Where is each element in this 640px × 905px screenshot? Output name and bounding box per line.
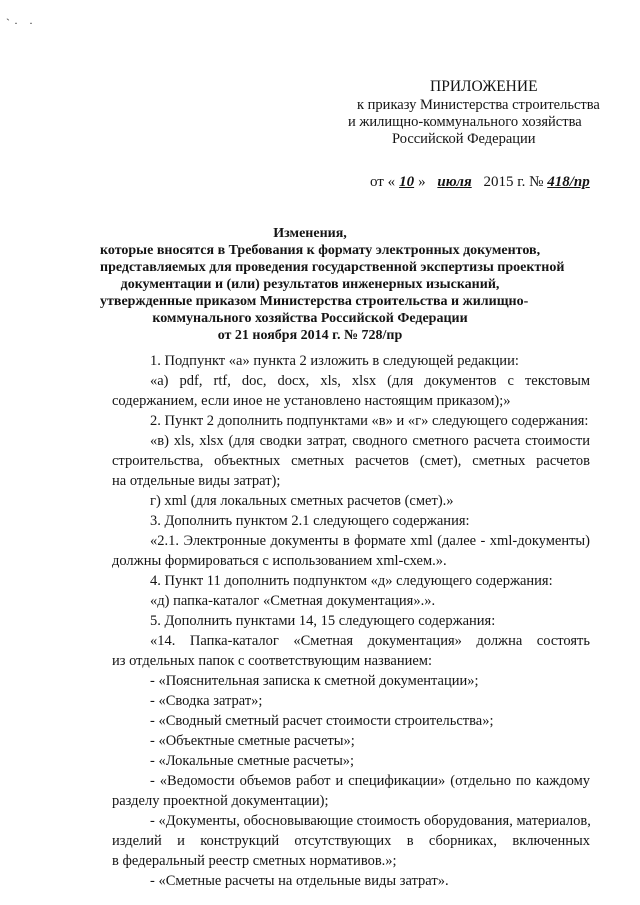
order-day-close: »	[418, 174, 426, 190]
order-year: 2015 г. №	[483, 174, 544, 190]
body-line-24: - «Документы, обосновывающие стоимость оборудования, материалов,	[150, 813, 591, 829]
body-line-18: - «Сводка затрат»;	[150, 693, 263, 709]
order-day: 10	[399, 174, 415, 190]
doc-title-line-5: утвержденные приказом Министерства строительства и жилищно-	[100, 294, 529, 309]
doc-title-line-3: представляемых для проведения государственной экспертизы проектной	[100, 260, 565, 275]
doc-title-line-7: от 21 ноября 2014 г. № 728/пр	[217, 328, 403, 343]
body-line-03: содержанием, если иное не установлено настоящим приказом);»	[112, 393, 511, 409]
doc-title-line-6: коммунального хозяйства Российской Федерации	[152, 311, 468, 326]
body-line-07: на отдельные виды затрат);	[112, 473, 281, 489]
body-line-19: - «Сводный сметный расчет стоимости строительства»;	[150, 713, 494, 729]
order-date-line	[370, 174, 590, 191]
body-line-22: - «Ведомости объемов работ и спецификации» (отдельно по каждому	[150, 773, 590, 789]
appendix-line-2: и жилищно-коммунального хозяйства	[348, 114, 582, 130]
appendix-title: ПРИЛОЖЕНИЕ	[430, 78, 538, 95]
body-line-20: - «Объектные сметные расчеты»;	[150, 733, 355, 749]
body-line-10: «2.1. Электронные документы в формате xml (далее - xml-документы)	[150, 533, 590, 549]
appendix-line-1: к приказу Министерства строительства	[357, 97, 600, 113]
body-line-15: «14. Папка-каталог «Сметная документация» должна состоять	[150, 633, 590, 649]
appendix-line-3: Российской Федерации	[392, 131, 536, 147]
order-month: июля	[437, 174, 472, 190]
body-line-13: «д) папка-каталог «Сметная документация».».	[150, 593, 436, 609]
body-line-26: в федеральный реестр сметных нормативов.»;	[112, 853, 397, 869]
body-line-04: 2. Пункт 2 дополнить подпунктами «в» и «г» следующего содержания:	[150, 413, 589, 429]
body-line-11: должны формироваться с использованием xml-схем.».	[112, 553, 447, 569]
body-line-08: г) xml (для локальных сметных расчетов (смет).»	[150, 493, 454, 509]
doc-title-line-2: которые вносятся в Требования к формату электронных документов,	[100, 243, 541, 258]
body-line-25: изделий и конструкций отсутствующих в сборниках, включенных	[112, 833, 590, 849]
body-line-06: строительства, объектных сметных расчетов (смет), сметных расчетов	[112, 453, 590, 469]
body-line-27: - «Сметные расчеты на отдельные виды затрат».	[150, 873, 449, 889]
doc-title-line-4: документации и (или) результатов инженерных изысканий,	[120, 277, 500, 292]
body-line-09: 3. Дополнить пунктом 2.1 следующего содержания:	[150, 513, 470, 529]
body-line-12: 4. Пункт 11 дополнить подпунктом «д» следующего содержания:	[150, 573, 553, 589]
body-line-23: разделу проектной документации);	[112, 793, 329, 809]
doc-title-line-1: Изменения,	[273, 226, 347, 241]
body-line-05: «в) xls, xlsx (для сводки затрат, сводного сметного расчета стоимости	[150, 433, 590, 449]
body-line-01: 1. Подпункт «а» пункта 2 изложить в следующей редакции:	[150, 353, 519, 369]
body-line-14: 5. Дополнить пунктами 14, 15 следующего содержания:	[150, 613, 496, 629]
body-line-16: из отдельных папок с соответствующим названием:	[112, 653, 432, 669]
scan-specks: `· ·	[6, 16, 37, 30]
body-line-02: «а) pdf, rtf, doc, docx, xls, xlsx (для документов с текстовым	[150, 373, 590, 389]
body-line-21: - «Локальные сметные расчеты»;	[150, 753, 355, 769]
order-prefix: от «	[370, 174, 396, 190]
body-line-17: - «Пояснительная записка к сметной документации»;	[150, 673, 479, 689]
order-number: 418/пр	[547, 174, 590, 190]
